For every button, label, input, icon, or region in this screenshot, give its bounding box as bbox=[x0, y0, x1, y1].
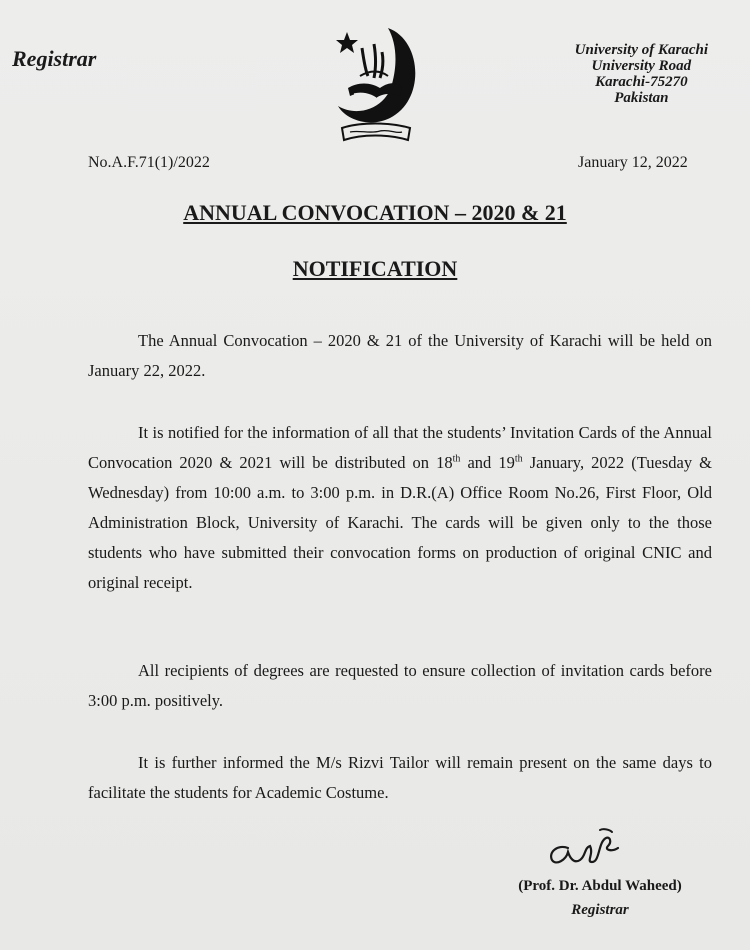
university-address bbox=[575, 42, 708, 106]
header-registrar: Registrar bbox=[12, 46, 97, 71]
reference-number: No.A.F.71(1)/2022 bbox=[88, 154, 210, 171]
handwritten-signature-icon bbox=[540, 818, 630, 874]
paragraph-text: It is notified for the information of all that the students’ Invitation Cards of the Annual Convocation 2020 & 2021 will be distributed on 18 bbox=[88, 423, 712, 472]
paragraph-invitation-cards bbox=[88, 418, 712, 598]
paragraph-text: January, 2022 (Tuesday & Wednesday) from 10:00 a.m. to 3:00 p.m. in D.R.(A) Office Room No.26, First Floor, Old Administration Block, University of Karachi. The cards will be given only to the those students who have submitted their convocation forms on production of original CNIC and original receipt. bbox=[88, 453, 712, 592]
signatory-title: Registrar bbox=[571, 902, 629, 918]
document-title: ANNUAL CONVOCATION – 2020 & 21 bbox=[183, 200, 567, 225]
superscript: th bbox=[514, 453, 523, 465]
paragraph-text: and 19 bbox=[460, 453, 515, 472]
notice-date: January 12, 2022 bbox=[578, 154, 688, 171]
university-logo-icon bbox=[330, 22, 422, 150]
superscript: th bbox=[452, 453, 461, 465]
paragraph-collection-deadline: All recipients of degrees are requested to ensure collection of invitation cards before 3:00 p.m. positively. bbox=[88, 661, 712, 710]
address-line: University of Karachi bbox=[574, 42, 708, 58]
signatory-name: (Prof. Dr. Abdul Waheed) bbox=[518, 878, 682, 894]
address-line: Karachi-75270 bbox=[595, 74, 688, 90]
address-line: Pakistan bbox=[614, 90, 669, 106]
paragraph-convocation-date: The Annual Convocation – 2020 & 21 of the University of Karachi will be held on January 22, 2022. bbox=[88, 331, 712, 380]
paragraph-academic-costume: It is further informed the M/s Rizvi Tailor will remain present on the same days to facilitate the students for Academic Costume. bbox=[88, 753, 712, 802]
address-line: University Road bbox=[591, 58, 692, 74]
document-subtitle: NOTIFICATION bbox=[292, 256, 458, 281]
